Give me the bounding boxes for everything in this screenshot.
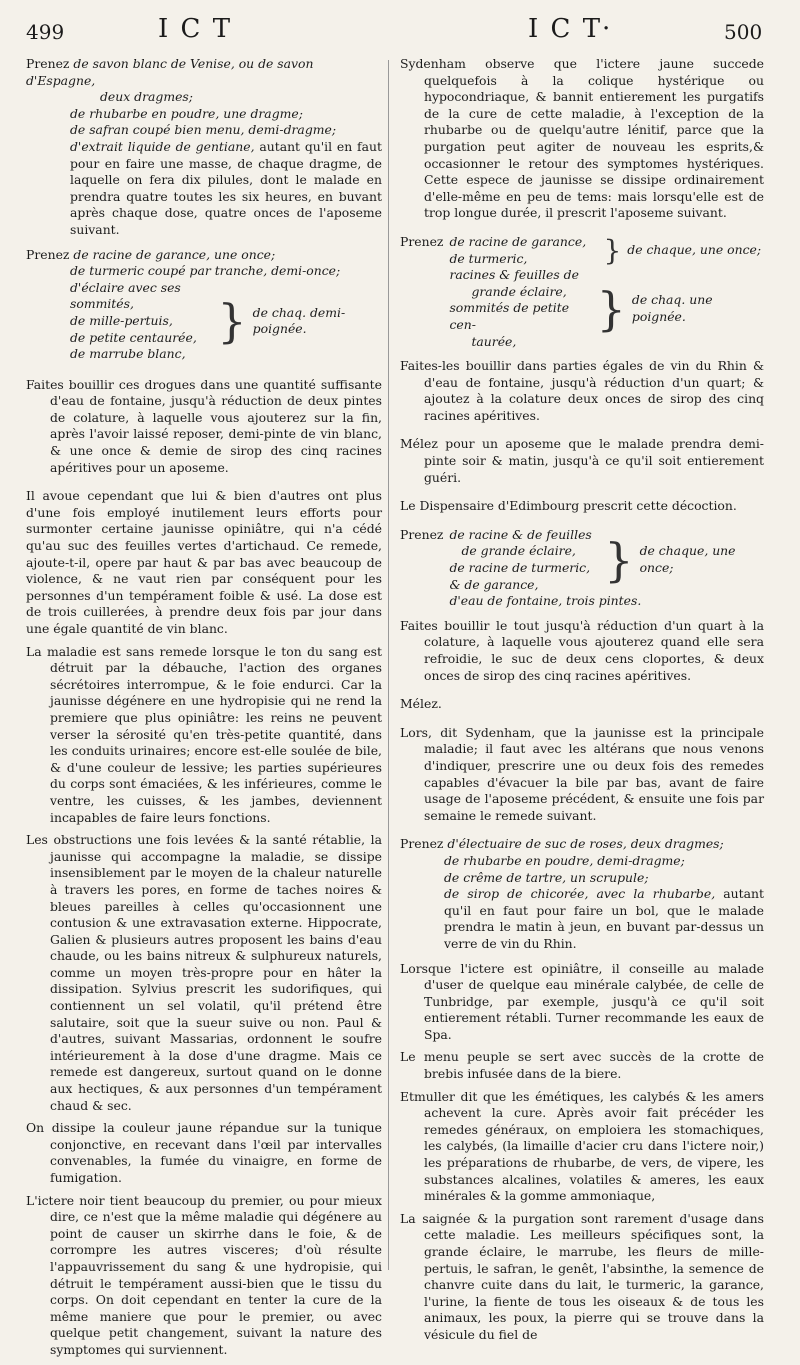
recipe-lead: Prenez <box>400 836 444 852</box>
paragraph: Mélez pour un aposeme que le malade prendra demi-pinte soir & matin, jusqu'à ce qu'il soit entierement guéri. <box>400 436 764 485</box>
recipe-line: de rhubarbe en poudre, une dragme; <box>70 105 303 121</box>
paragraph: Mélez. <box>400 696 442 712</box>
ingredient-group <box>449 234 764 267</box>
recipe-line: deux dragmes; <box>100 89 193 105</box>
recipe-line: d'extrait liquide de gentiane, <box>70 138 255 154</box>
ingredient: de racine & de feuilles <box>449 526 592 542</box>
recipe-line: de racine de garance, une once; <box>73 246 276 262</box>
recipe-instructions: autant qu'il en faut pour faire un bol, que le malade prendra le matin à jeun, en buvant par-dessus un verre de vin du Rhin. <box>444 886 764 951</box>
ingredient: de racine de garance, <box>449 233 587 249</box>
recipe-line: de savon blanc de Venise, ou de savon d'Espagne, <box>26 56 314 88</box>
left-running-title: I C T <box>158 14 233 44</box>
recipe-line: de safran coupé bien menu, demi-dragme; <box>70 122 337 138</box>
ingredient-group <box>449 267 764 350</box>
paragraph: L'ictere noir tient beaucoup du premier, ou pour mieux dire, ce n'est que la même maladie qui dégénere au point de causer un skirrhe dans le foie, & de corrompre les autres visceres; d'où résulte l'appauvrissement du sang & une hydropisie, qui détruit le tempérament aussi-bien que le tissu du corps. On doit cependant en tenter la cure de la même maniere que pour le premier, ou avec quelque petit changement, suivant la nature des symptomes qui surviennent. <box>26 1192 382 1357</box>
dose: de chaq. demi-poignée. <box>252 304 346 337</box>
brace-glyph: } <box>596 281 626 336</box>
dose: de chaque, une once; <box>639 543 736 576</box>
recipe-electuaire <box>400 836 764 952</box>
recipe-sydenham <box>400 234 764 350</box>
paragraph: Le Dispensaire d'Edimbourg prescrit cette décoction. <box>400 498 737 514</box>
dose: de chaq. une poignée. <box>631 292 713 324</box>
paragraph: La maladie est sans remede lorsque le ton du sang est détruit par la débauche, l'action des organes sécrétoires interrompue, & le foie endurci. Car la jaunisse dégénere en une hydropisie qui ne rend la premiere que plus opiniâtre: les reins ne peuvent verser la sérosité qu'en très-petite quantité, dans les conduits urinaires; encore est-elle soulée de bile, & d'une couleur de lessive; les parties supérieures du corps sont émaciées, & les inférieures, comme le ventre, les cuisses, & les jambes, deviennent incapables de faire leurs fonctions. <box>26 643 382 825</box>
recipe-edimbourg <box>400 527 764 610</box>
ingredient: d'éclaire avec ses sommités, <box>70 279 181 312</box>
paragraph: On dissipe la couleur jaune répandue sur la tunique conjonctive, en recevant dans l'œil par intervalles convenables, la fumée du vinaigre, en forme de fumigation. <box>26 1120 382 1185</box>
left-page-number: 499 <box>26 20 65 44</box>
column-divider <box>388 60 389 1270</box>
dose: de chaque, une once; <box>627 242 762 258</box>
paragraph: La saignée & la purgation sont rarement d'usage dans cette maladie. Les meilleurs spécifiques sont, la grande éclaire, le marrube, les fleurs de mille-pertuis, le safran, le genêt, l'absinthe, la semence de chanvre cuite dans du lait, le turmeric, la garance, l'urine, la fiente de tous les oiseaux & de tous les animaux, les poux, la pierre qui se trouve dans la vésicule du fiel de <box>400 1210 764 1342</box>
ingredient: taurée, <box>471 333 517 349</box>
left-column <box>26 56 382 1365</box>
recipe-garance <box>26 247 382 363</box>
paragraph: Il avoue cependant que lui & bien d'autres ont plus d'une fois employé inutilement leurs efforts pour surmonter certaine jaunisse opiniâtre, qui n'a cédé qu'au suc des feuilles vertes d'artichaud. Ce remede, ajoute-t-il, opere par haut & par bas avec beaucoup de violence, & ne vaut rien par conséquent pour les personnes d'un tempérament foible & usé. La dose est de trois cuillerées, à prendre deux fois par jour dans une égale quantité de vin blanc. <box>26 488 382 636</box>
ingredient: de marrube blanc, <box>70 346 186 362</box>
right-column <box>400 56 764 1350</box>
ingredient-group <box>449 527 764 593</box>
paragraph: Sydenham observe que l'ictere jaune succede quelquefois à la colique hystérique ou hypocondriaque, & bannit entierement les purgatifs de la cure de cette maladie, à l'exception de la rhubarbe ou de quelqu'autre lénitif, parce que la purgation peut agiter de nouveau les esprits,& occasionner le retour des symptomes hystériques. Cette espece de jaunisse se dissipe ordinairement d'elle-même en peu de tems: mais lorsqu'elle est de trop longue durée, il prescrit l'aposeme suivant. <box>400 56 764 221</box>
ingredient: de petite centaurée, <box>70 329 197 345</box>
recipe-line: de sirop de chicorée, avec la rhubarbe, <box>444 886 716 902</box>
ingredient: de grande éclaire, <box>461 543 576 559</box>
recipe-lead: Prenez <box>400 526 444 542</box>
paragraph: Les obstructions une fois levées & la santé rétablie, la jaunisse qui accompagne la maladie, se dissipe insensiblement par le moyen de la chaleur naturelle à travers les pores, en forme de taches noires & bleues pareilles à celles qu'occasionnent une contusion & une extravasation externe. Hippocrate, Galien & plusieurs autres proposent les bains d'eau chaude, ou les bains nitreux & sulphureux naturels, comme un moyen très-propre pour en hâter la dissipation. Sylvius prescrit les sudorifiques, qui contiennent un sel volatil, qu'il prétend être salutaire, soit que la sueur suive ou non. Paul & d'autres, suivant Massarias, ordonnent le soufre intérieurement à la dose d'une dragme. Mais ce remede est dangereux, surtout quand on le donne aux hectiques, & aux personnes d'un tempérament chaud & sec. <box>26 832 382 1113</box>
paragraph: Lors, dit Sydenham, que la jaunisse est la principale maladie; il faut avec les altérans que nous venons d'indiquer, prescrire une ou deux fois des remedes capables d'évacuer la bile par bas, avant de faire usage de l'aposeme précédent, & ensuite une fois par semaine le remede suivant. <box>400 724 764 823</box>
brace-glyph: } <box>603 233 622 267</box>
recipe-lead: Prenez <box>400 233 444 249</box>
ingredient: grande éclaire, <box>471 283 567 299</box>
ingredient: de mille-pertuis, <box>70 312 173 328</box>
ingredient-group <box>70 280 382 363</box>
recipe-lead: Prenez <box>26 246 70 262</box>
recipe-line: d'électuaire de suc de roses, deux dragmes; <box>447 836 724 852</box>
paragraph: Etmuller dit que les émétiques, les calybés & les amers achevent la cure. Après avoir fait précéder les remedes généraux, on emploiera les stomachiques, les calybés, (la limaille d'acier cru dans l'ictere noir,) les préparations de rhubarbe, de vers, de vipere, les substances alcalines, volatiles & ameres, les eaux minérales & la gomme ammoniaque, <box>400 1088 764 1204</box>
recipe-lead: Prenez <box>26 56 70 71</box>
ingredient: racines & feuilles de <box>449 267 579 283</box>
paragraph: Le menu peuple se sert avec succès de la crotte de brebis infusée dans de la biere. <box>400 1049 764 1082</box>
ingredient: de turmeric, <box>449 250 528 266</box>
paragraph: Faites bouillir le tout jusqu'à réduction d'un quart à la colature, à laquelle vous ajouterez quand elle sera refroidie, le suc de deux cens cloportes, & deux onces de sirop des cinq racines apéritives. <box>400 617 764 683</box>
ingredient: & de garance, <box>449 576 539 592</box>
recipe-line: de rhubarbe en poudre, demi-dragme; <box>444 852 685 868</box>
ingredient: de racine de turmeric, <box>449 560 591 576</box>
paragraph: Faites-les bouillir dans parties égales de vin du Rhin & d'eau de fontaine, jusqu'à réduction d'un quart; & ajoutez à la colature deux onces de sirop des cinq racines apéritives. <box>400 358 764 423</box>
recipe-line: de crême de tartre, un scrupule; <box>444 869 649 885</box>
right-running-title: I C T· <box>528 14 613 44</box>
brace-glyph: } <box>217 294 247 349</box>
recipe-line: de turmeric coupé par tranche, demi-once; <box>70 263 341 279</box>
recipe-instructions: autant qu'il en faut pour en faire une masse, de chaque dragme, de laquelle on fera dix pilules, dont le malade en prendra quatre toutes les six heures, en buvant après chaque dose, quatre onces de l'aposeme suivant. <box>70 138 382 237</box>
right-page-number: 500 <box>724 20 763 44</box>
ingredient: sommités de petite cen- <box>449 300 570 332</box>
paragraph: Lorsque l'ictere est opiniâtre, il conseille au malade d'user de quelque eau minérale calybée, de celle de Tunbridge, par exemple, jusqu'à ce qu'il soit entierement rétabli. Turner recommande les eaux de Spa. <box>400 960 764 1042</box>
ingredient: d'eau de fontaine, trois pintes. <box>449 593 642 609</box>
recipe-savon <box>26 56 382 239</box>
brace-glyph: } <box>604 533 634 588</box>
paragraph: Faites bouillir ces drogues dans une quantité suffisante d'eau de fontaine, jusqu'à réduction de deux pintes de colature, à laquelle vous ajouterez sur la fin, après l'avoir laissé reposer, demi-pinte de vin blanc, & une once & demie de sirop des cinq racines apéritives pour un aposeme. <box>26 376 382 475</box>
